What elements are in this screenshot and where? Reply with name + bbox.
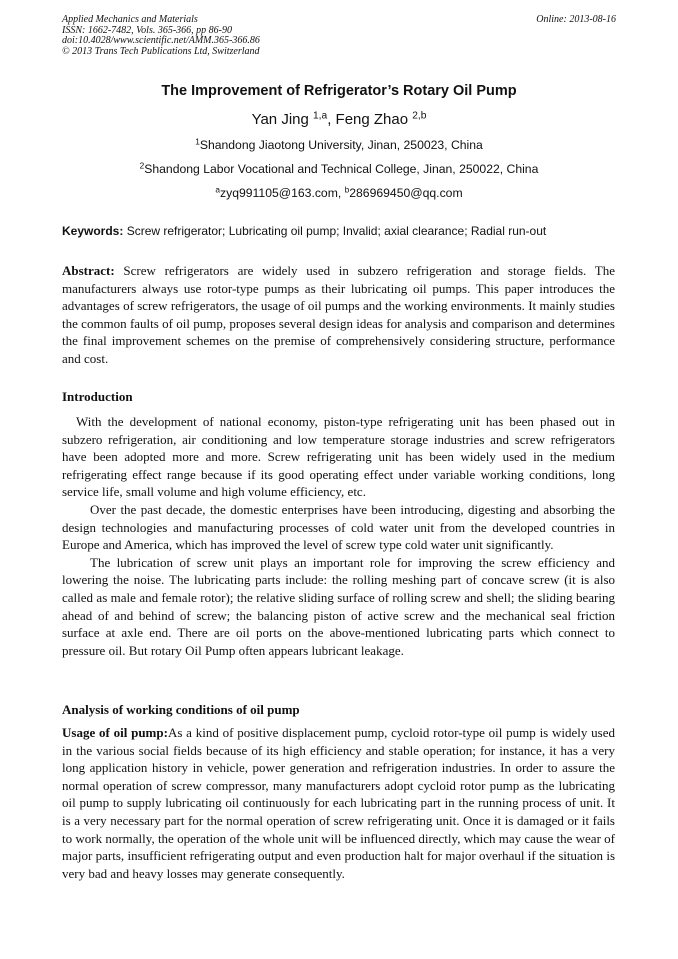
- doi-line: doi:10.4028/www.scientific.net/AMM.365-366.86: [62, 35, 260, 46]
- abstract-text: Screw refrigerators are widely used in subzero refrigeration and storage fields. The manufacturers always use rotor-type pumps as their lubricating oil pumps. This paper introduces the advantages of screw refrigerators, the usage of oil pumps and the working environments. It mainly studies the common faults of oil pump, proposes several design ideas for analysis and comparison and determines the final improvement schemes on the premise of comprehensively considering structure, performance and cost.: [62, 263, 615, 366]
- journal-name: Applied Mechanics and Materials: [62, 14, 198, 25]
- introduction-body: [62, 413, 615, 659]
- author-line: [62, 111, 616, 128]
- affiliation-text: Shandong Labor Vocational and Technical College, Jinan, 250022, China: [144, 162, 539, 176]
- author-superscript: 2,b: [412, 110, 427, 122]
- email-line: [62, 186, 616, 200]
- keywords-text: Screw refrigerator; Lubricating oil pump; Invalid; axial clearance; Radial run-out: [123, 224, 547, 238]
- affiliation-1: [62, 138, 616, 152]
- usage-text: As a kind of positive displacement pump, cycloid rotor-type oil pump is widely used in the various social fields because of its high efficiency and stable operation; for instance, it has a very long application history in vehicle, power generation and refrigeration industries. In order to assure the normal operation of screw compressor, many manufacturers adopt cycloid rotor pump as the lubricating oil pump to supply lubricating oil continuously for each lubricating part in the running process of unit. It is a very necessary part for the normal operation of screw refrigerating unit. Once it is damaged or it fails to work normally, the operation of the whole unit will be influenced directly, which may cause the wear of major parts, insufficient refrigerating output and even production halt for major overhaul if the situation is very bad and heavy losses may generate consequently.: [62, 725, 615, 881]
- author-superscript: 1,a: [313, 110, 328, 122]
- abstract: [62, 262, 615, 368]
- paper-title: The Improvement of Refrigerator’s Rotary Oil Pump: [161, 83, 517, 99]
- usage-label: Usage of oil pump:: [62, 725, 168, 740]
- paragraph: The lubrication of screw unit plays an important role for improving the screw efficiency and lowering the noise. The lubricating parts include: the rolling meshing part of concave screw (it is also called as male and female rotor); the relative sliding surface of rolling screw and shell; the sliding bearing ahead of and behind of screw; the balancing piston of active screw and the mechanical seal friction surface at axle end. There are oil ports on the above-mentioned lubricating parts which connect to pressure oil. But rotary Oil Pump often appears lubricant leakage.: [62, 554, 615, 658]
- email-b: 286969450@qq.com: [349, 186, 463, 200]
- keywords: [62, 224, 616, 238]
- affiliation-2: [62, 162, 616, 176]
- analysis-body: [62, 724, 615, 882]
- issn-line: ISSN: 1662-7482, Vols. 365-366, pp 86-90: [62, 24, 232, 36]
- online-date: Online: 2013-08-16: [536, 14, 616, 25]
- author-name: Feng Zhao: [335, 111, 413, 128]
- author-name: Yan Jing: [251, 111, 314, 128]
- abstract-label: Abstract:: [62, 263, 115, 278]
- paragraph: Over the past decade, the domestic enterprises have been introducing, digesting and absorbing the design technologies and manufacturing processes of cold water unit from the developed countries in Europe and America, which has improved the level of screw type cold water unit significantly.: [62, 501, 615, 553]
- affiliation-text: Shandong Jiaotong University, Jinan, 250023, China: [199, 138, 483, 152]
- publication-header: [62, 15, 616, 57]
- email-superscript: b: [344, 184, 350, 195]
- email-superscript: a: [215, 184, 221, 195]
- email-a: zyq991105@163.com,: [220, 186, 345, 200]
- analysis-heading: Analysis of working conditions of oil pump: [62, 702, 300, 717]
- copyright-line: © 2013 Trans Tech Publications Ltd, Switzerland: [62, 45, 260, 57]
- introduction-heading: Introduction: [62, 389, 133, 404]
- affiliation-superscript: 2: [139, 160, 145, 171]
- author-separator: ,: [327, 111, 336, 128]
- affiliation-superscript: 1: [195, 136, 200, 147]
- keywords-label: Keywords:: [62, 224, 124, 238]
- paragraph: With the development of national economy, piston-type refrigerating unit has been phased out in subzero refrigeration, air conditioning and low temperature storage industries and screw refrigerators have been adopted more and more. Screw refrigerating unit has been widely used in the medium refrigerating effect range because if its good operating effect under variable working conditions, long service life, small volume and high volume efficiency, etc.: [62, 414, 615, 500]
